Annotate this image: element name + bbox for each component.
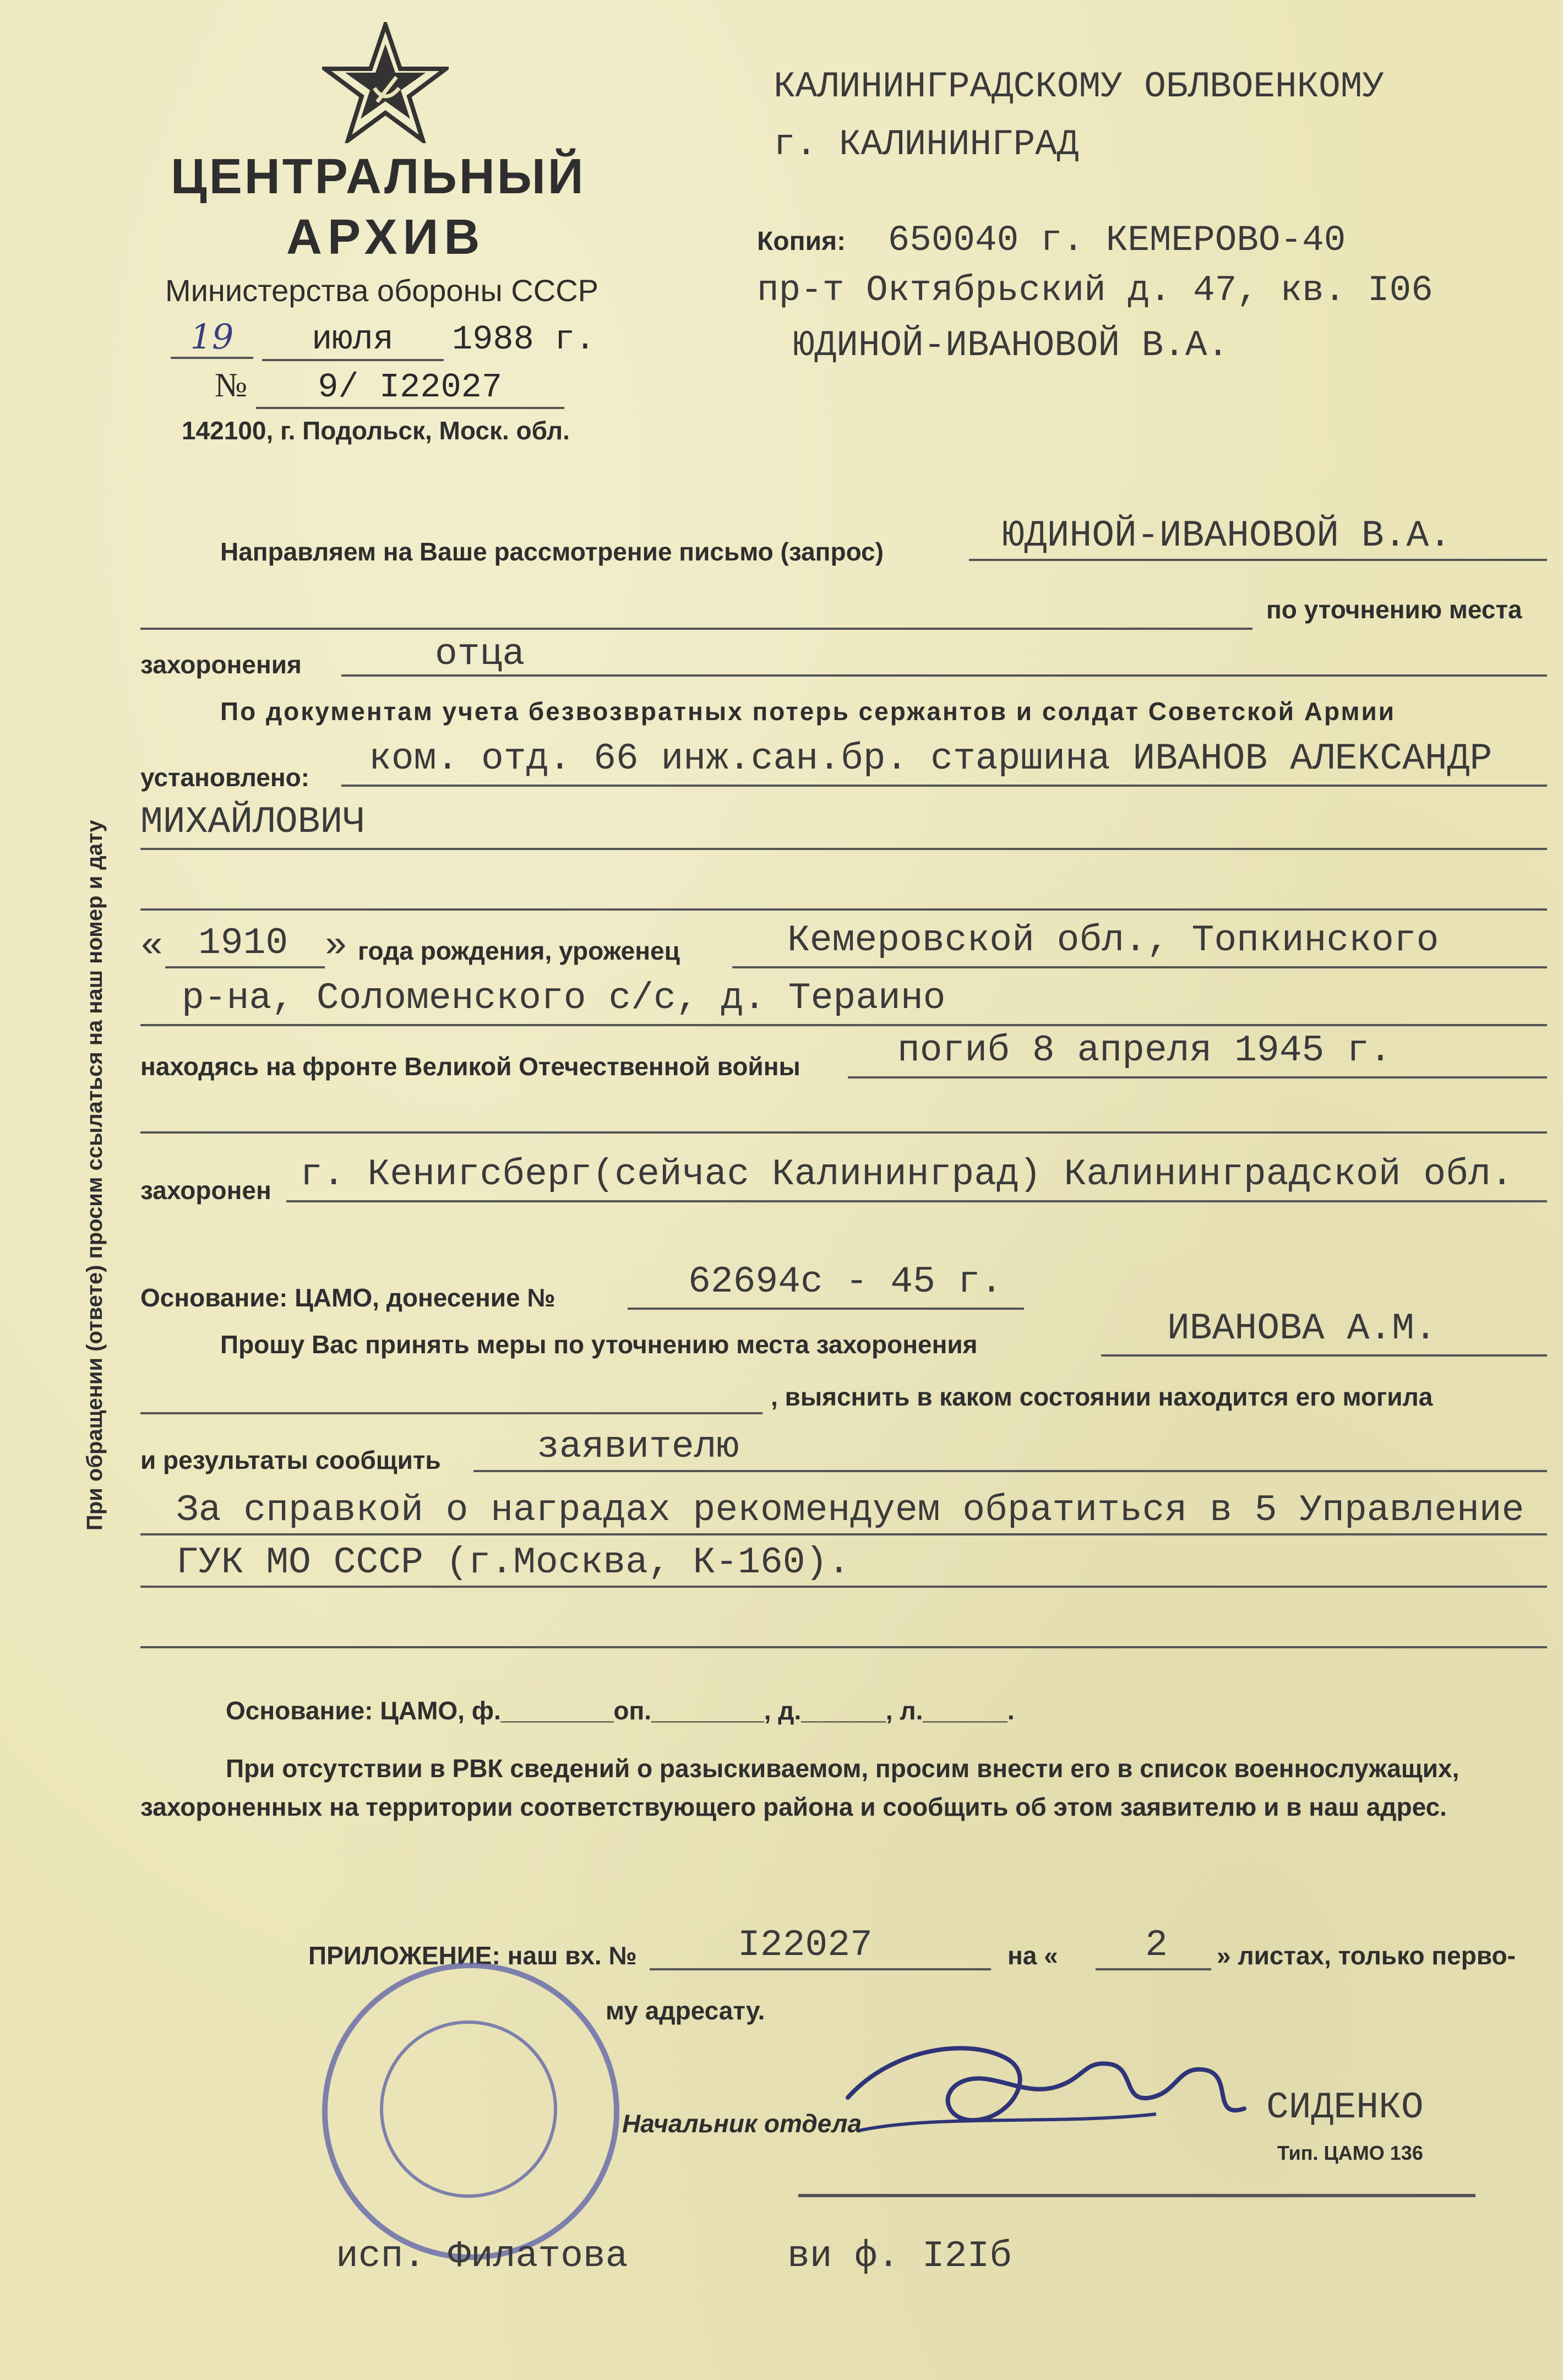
blank-underline bbox=[140, 1646, 1547, 1648]
letter-number: № 9/ I22027 bbox=[215, 366, 564, 409]
vi-code: ви ф. I2Iб bbox=[787, 2235, 1012, 2278]
date-year: 1988 г. bbox=[452, 320, 596, 359]
date-month: июля bbox=[262, 320, 444, 361]
app-number: I22027 bbox=[738, 1924, 873, 1967]
birth-year-underline bbox=[165, 966, 325, 968]
buried-value: г. Кенигсберг(сейчас Калининград) Калининградской обл. bbox=[300, 1153, 1513, 1196]
results-value: заявителю bbox=[537, 1426, 739, 1468]
p1-tail: по уточнению места bbox=[1266, 595, 1522, 624]
p1-underline bbox=[969, 559, 1547, 561]
app-number-underline bbox=[650, 1968, 991, 1970]
recipient-line4: пр-т Октябрьский д. 47, кв. I06 bbox=[757, 270, 1433, 311]
p3-text: По документам учета безвозвратных потерь сержантов и солдат Советской Армии bbox=[220, 697, 1396, 726]
front-value: погиб 8 апреля 1945 г. bbox=[897, 1030, 1392, 1072]
birth-place2: р-на, Соломенского с/с, д. Тераино bbox=[182, 977, 946, 1020]
star-emblem-icon bbox=[322, 22, 449, 143]
request-value: ИВАНОВА А.М. bbox=[1167, 1308, 1437, 1350]
basis-label: Основание: ЦАМО, донесение № bbox=[140, 1283, 556, 1312]
p5-underline bbox=[140, 848, 1547, 850]
birth-place1: Кемеровской обл., Топкинского bbox=[787, 919, 1439, 962]
front-label: находясь на фронте Великой Отечественной войны bbox=[140, 1052, 800, 1081]
date-day: 19 bbox=[171, 317, 253, 359]
absence-line2: захороненных на территории соответствующего района и сообщить об этом заявителю и в наш адрес. bbox=[140, 1793, 1447, 1821]
org-ministry: Министерства обороны СССР bbox=[165, 273, 598, 308]
awards-line2: ГУК МО СССР (г.Москва, К-160). bbox=[176, 1542, 851, 1584]
copy-label: Копия: bbox=[757, 227, 846, 256]
absence-line1: При отсутствии в РВК сведений о разыскиваемом, просим внести его в список военнослужащих, bbox=[226, 1754, 1459, 1783]
chief-name: СИДЕНКО bbox=[1266, 2087, 1424, 2129]
p4-value: ком. отд. 66 инж.сан.бр. старшина ИВАНОВ АЛЕКСАНДР bbox=[369, 738, 1493, 780]
awards2-underline bbox=[140, 1586, 1547, 1588]
awards-underline bbox=[140, 1533, 1547, 1535]
app-on: на « bbox=[1007, 1941, 1058, 1970]
signature-mark bbox=[826, 2015, 1277, 2180]
app-pages: 2 bbox=[1145, 1924, 1168, 1967]
birth-place-underline bbox=[732, 966, 1547, 968]
p6-underline bbox=[140, 908, 1547, 911]
p2-value: отца bbox=[435, 633, 525, 676]
app-tail: » листах, только перво- bbox=[1217, 1941, 1516, 1970]
recipient-line1: КАЛИНИНГРАДСКОМУ ОБЛВОЕНКОМУ bbox=[774, 66, 1384, 107]
grave-underline bbox=[140, 1412, 763, 1414]
grave-text: , выяснить в каком состоянии находится его могила bbox=[771, 1382, 1433, 1411]
p1-value: ЮДИНОЙ-ИВАНОВОЙ В.А. bbox=[1002, 515, 1452, 557]
recipient-copy-line: Копия: 650040 г. КЕМЕРОВО-40 bbox=[757, 220, 1346, 261]
signature-underline bbox=[798, 2194, 1475, 2197]
p4-label: установлено: bbox=[140, 763, 310, 792]
letter-number-value: 9/ I22027 bbox=[256, 368, 564, 409]
side-note: При обращении (ответе) просим ссылаться на наш номер и дату bbox=[83, 820, 107, 1531]
chief-label: Начальник отдела bbox=[622, 2109, 862, 2138]
results-underline bbox=[473, 1470, 1547, 1472]
awards-line1: За справкой о наградах рекомендуем обратиться в 5 Управление bbox=[176, 1489, 1524, 1532]
org-address: 142100, г. Подольск, Моск. обл. bbox=[182, 416, 570, 445]
archive-seal-stamp bbox=[322, 1963, 619, 2260]
front2-underline bbox=[140, 1131, 1547, 1134]
basis-underline bbox=[628, 1308, 1024, 1310]
request-label: Прошу Вас принять меры по уточнению места захоронения bbox=[220, 1330, 978, 1359]
p2-label: захоронения bbox=[140, 650, 302, 679]
basis-value: 62694с - 45 г. bbox=[688, 1261, 1003, 1303]
birth-close: » bbox=[325, 925, 347, 967]
p5-value: МИХАЙЛОВИЧ bbox=[140, 801, 366, 843]
buried-label: захоронен bbox=[140, 1176, 271, 1205]
buried-underline bbox=[286, 1200, 1547, 1202]
executor: исп. Филатова bbox=[336, 2235, 628, 2278]
seal-emblem bbox=[380, 2020, 557, 2198]
birth-place2-underline bbox=[140, 1024, 1547, 1026]
p2-underline bbox=[341, 674, 1547, 677]
birth-year: 1910 bbox=[198, 922, 288, 965]
basis2-text: Основание: ЦАМО, ф.________оп.________, д.______, л.______. bbox=[226, 1696, 1015, 1725]
letter-date bbox=[171, 317, 595, 361]
org-name: ЦЕНТРАЛЬНЫЙ bbox=[171, 149, 586, 204]
app-label: ПРИЛОЖЕНИЕ: наш вх. № bbox=[308, 1941, 637, 1970]
org-archive: АРХИВ bbox=[286, 210, 486, 265]
p1b-underline bbox=[140, 628, 1252, 630]
app-pages-underline bbox=[1096, 1968, 1211, 1970]
print-code: Тип. ЦАМО 136 bbox=[1277, 2142, 1423, 2164]
results-label: и результаты сообщить bbox=[140, 1446, 441, 1474]
recipient-line5: ЮДИНОЙ-ИВАНОВОЙ В.А. bbox=[793, 325, 1229, 366]
app-tail2: му адресату. bbox=[606, 1996, 765, 2025]
front-underline bbox=[848, 1076, 1547, 1079]
birth-open: « bbox=[140, 925, 163, 967]
p1-label: Направляем на Ваше рассмотрение письмо (запрос) bbox=[220, 537, 884, 566]
request-underline bbox=[1101, 1354, 1547, 1357]
birth-label: года рождения, уроженец bbox=[358, 936, 680, 965]
recipient-line2: г. КАЛИНИНГРАД bbox=[774, 124, 1079, 165]
p4-underline bbox=[341, 785, 1547, 787]
